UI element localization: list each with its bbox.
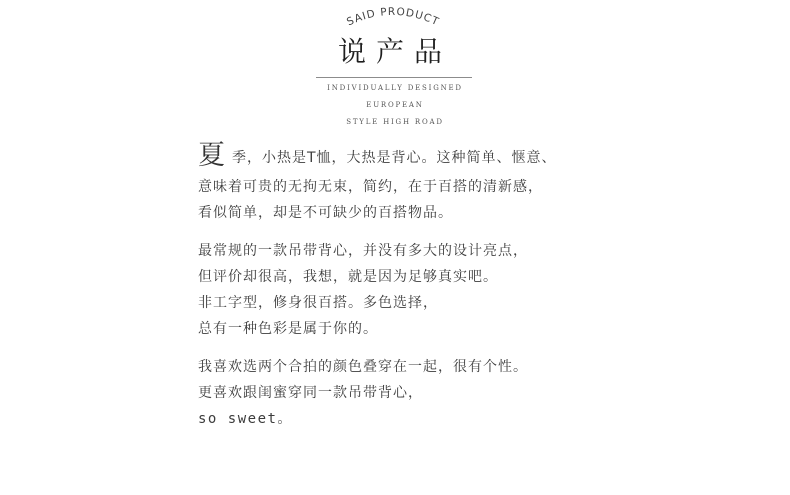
paragraph-3-line-2: 更喜欢跟闺蜜穿同一款吊带背心， [198,385,423,401]
arc-heading-text: SAID PRODUCT [345,5,442,29]
subtitle-line-3: STYLE HIGH ROAD [346,118,444,126]
paragraph-3 [198,354,758,432]
paragraph-2 [198,238,758,342]
drop-cap: 夏 [198,140,226,171]
paragraph-1-line-2: 意味着可贵的无拘无束，简约，在于百搭的清新感， [198,179,543,195]
paragraph-1-line-1-text: 季，小热是T恤，大热是背心。这种简单、惬意、 [232,150,557,166]
paragraph-1-line-3: 看似简单，却是不可缺少的百搭物品。 [198,205,453,221]
subtitle-line-1: INDIVIDUALLY DESIGNED [327,84,463,92]
paragraph-1-line-1 [198,138,758,174]
subtitle-line-2: EUROPEAN [366,101,424,109]
paragraph-2-line-2: 但评价却很高，我想，就是因为足够真实吧。 [198,269,498,285]
paragraph-2-line-1: 最常规的一款吊带背心，并没有多大的设计亮点， [198,243,528,259]
page-title: 说产品 [337,35,452,68]
paragraph-2-line-3: 非工字型，修身很百搭。多色选择， [198,295,438,311]
product-description [198,138,758,432]
paragraph-gap [198,226,758,238]
paragraph-1 [198,138,758,226]
paragraph-3-line-1: 我喜欢选两个合拍的颜色叠穿在一起，很有个性。 [198,359,528,375]
header-section [0,0,790,135]
paragraph-gap [198,342,758,354]
title-divider [316,77,472,78]
paragraph-3-line-3: so sweet。 [198,411,293,427]
paragraph-2-line-4: 总有一种色彩是属于你的。 [198,321,378,337]
